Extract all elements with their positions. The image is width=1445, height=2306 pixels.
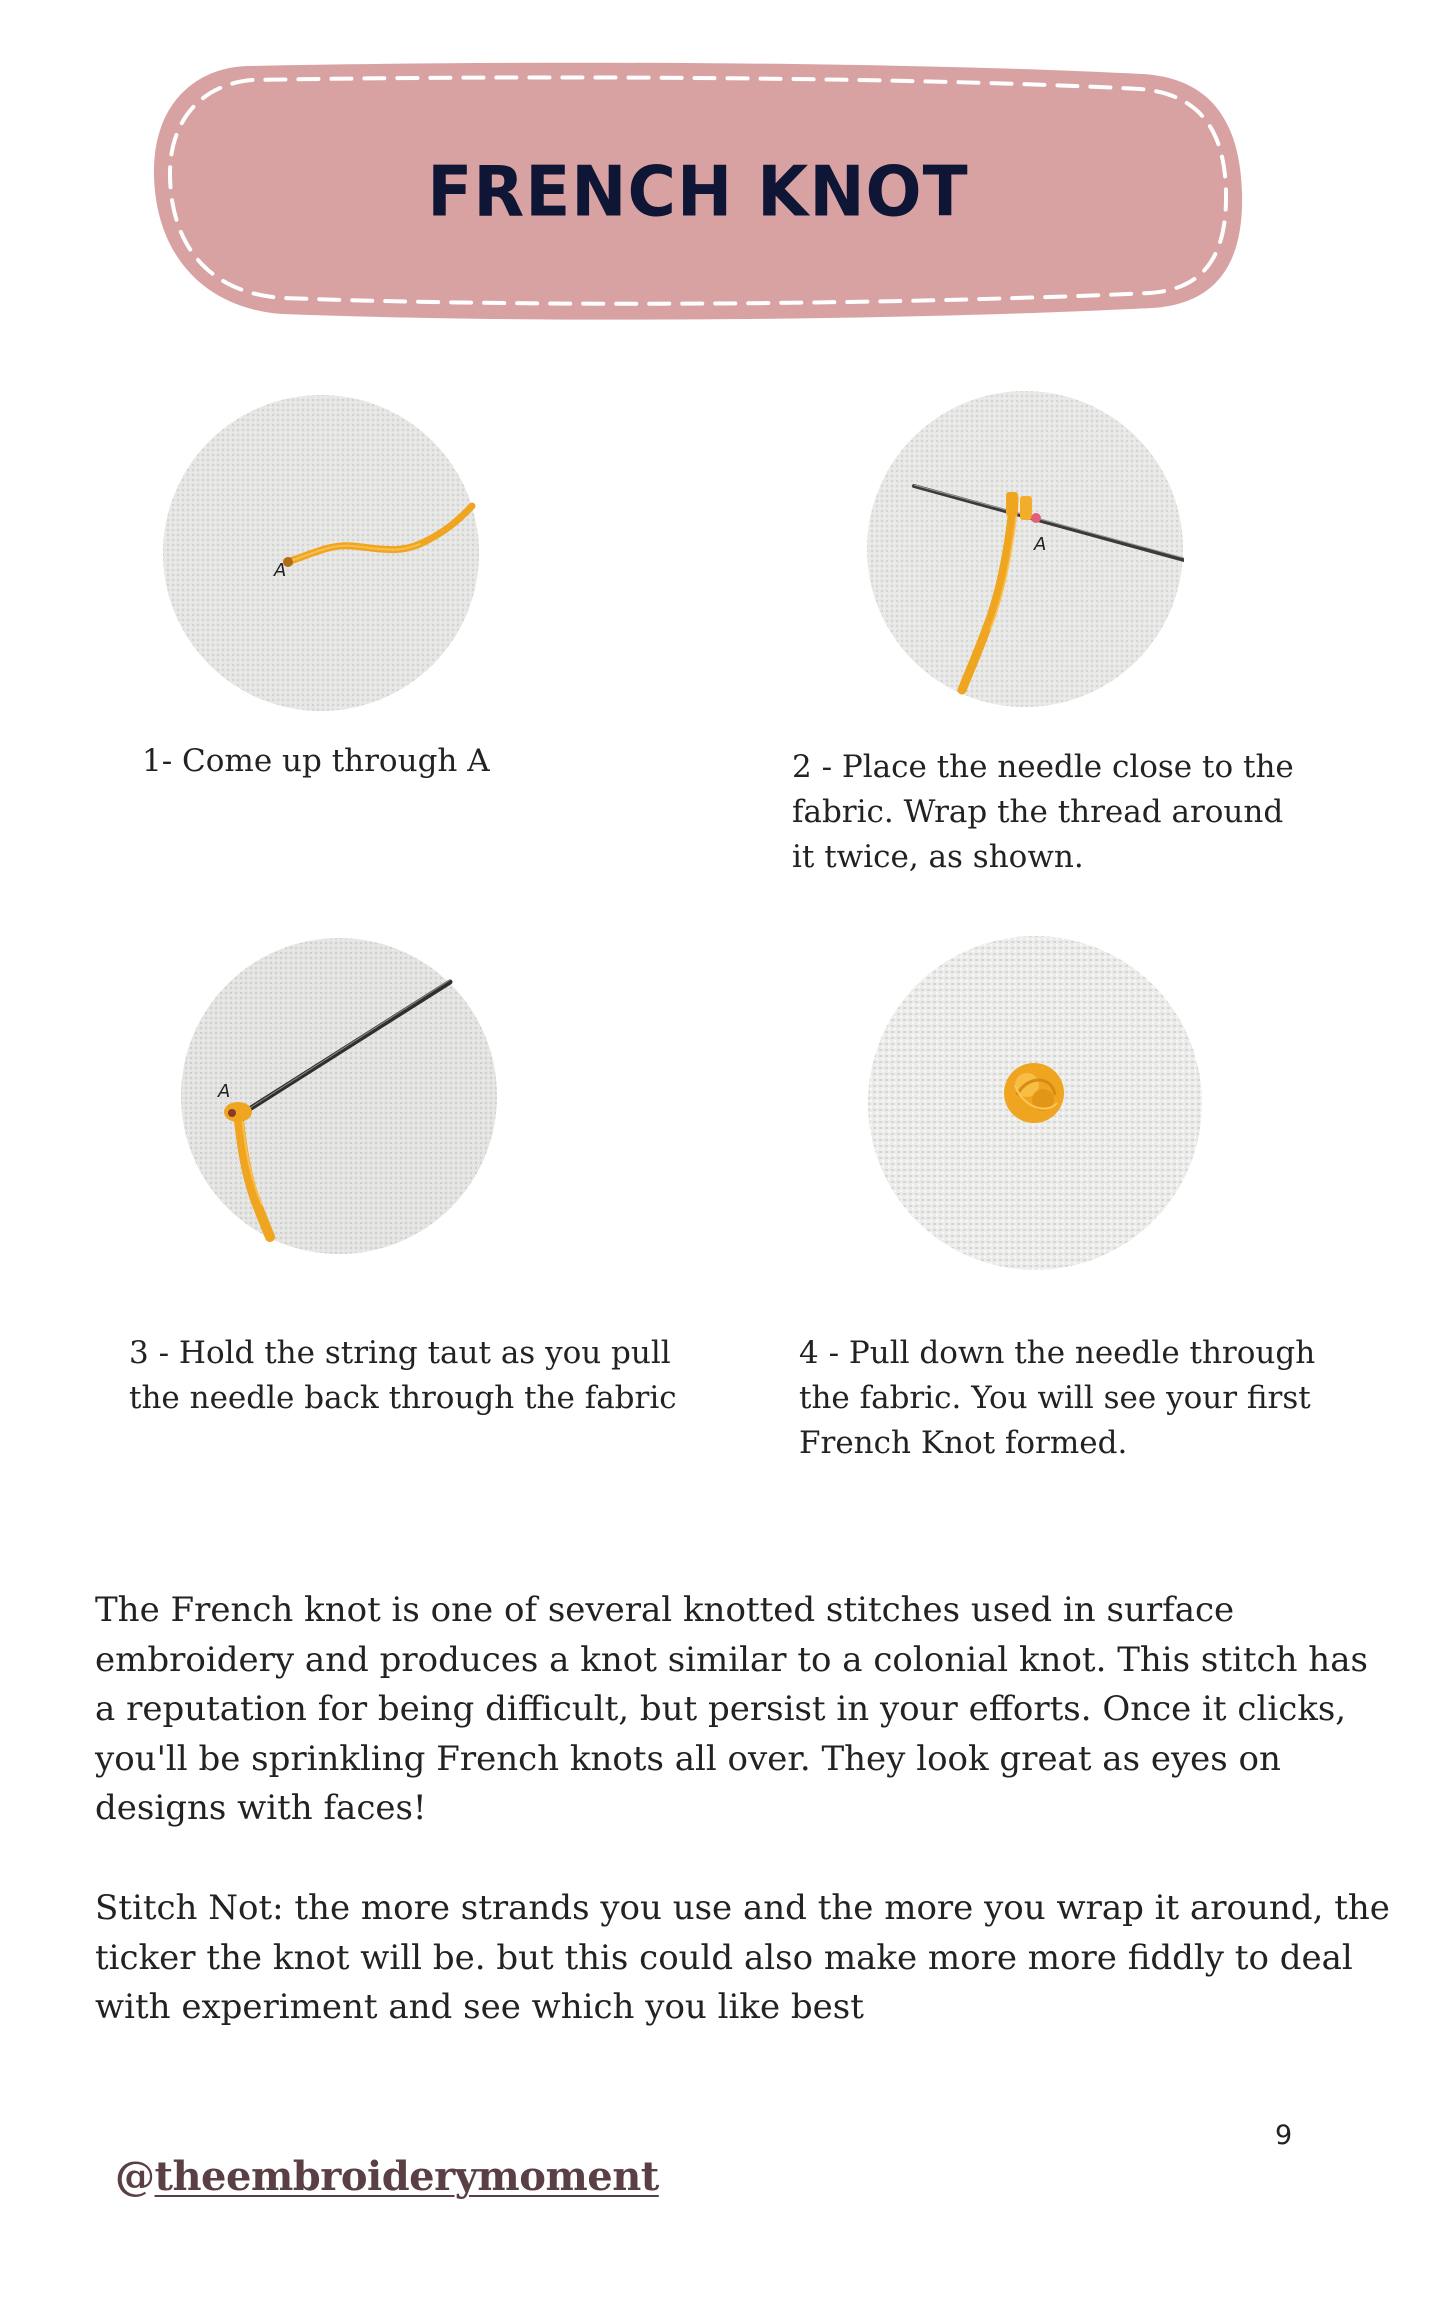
step-2-caption: 2 - Place the needle close to the fabric. Wrap the thread around it twice, as shown. xyxy=(792,749,1294,875)
pulling-needle-photo xyxy=(180,937,498,1255)
title-banner xyxy=(152,58,1244,324)
social-handle[interactable] xyxy=(115,2153,659,2200)
page-number: 9 xyxy=(1275,2120,1293,2151)
thread-emerging-photo xyxy=(162,394,480,712)
stitch-note-paragraph: Stitch Not: the more strands you use and the more you wrap it around, the ticker the knot will be. but this could also make more more fiddly to deal with experiment and see which you like best xyxy=(95,1888,1390,2027)
page-title: FRENCH KNOT xyxy=(427,150,969,232)
needle-wrapped-photo xyxy=(866,390,1184,708)
description-paragraph: The French knot is one of several knotted stitches used in surface embroidery and produces a knot similar to a colonial knot. This stitch has a reputation for being difficult, but persist in your efforts. Once it clicks, you'll be sprinkling French knots all over. They look great as eyes on designs with faces! xyxy=(95,1590,1368,1828)
point-a-marker: A xyxy=(274,560,287,581)
point-a-marker: A xyxy=(1034,534,1047,555)
finished-knot-photo xyxy=(867,935,1203,1271)
step-4-caption: 4 - Pull down the needle through the fabric. You will see your first French Knot formed. xyxy=(799,1335,1316,1461)
handle-name: theembroiderymoment xyxy=(154,2153,659,2200)
point-a-marker: A xyxy=(218,1081,231,1102)
step-3-caption: 3 - Hold the string taut as you pull the needle back through the fabric xyxy=(129,1335,677,1416)
step-1-caption: 1- Come up through A xyxy=(142,743,490,779)
handle-at-sign: @ xyxy=(115,2153,155,2200)
